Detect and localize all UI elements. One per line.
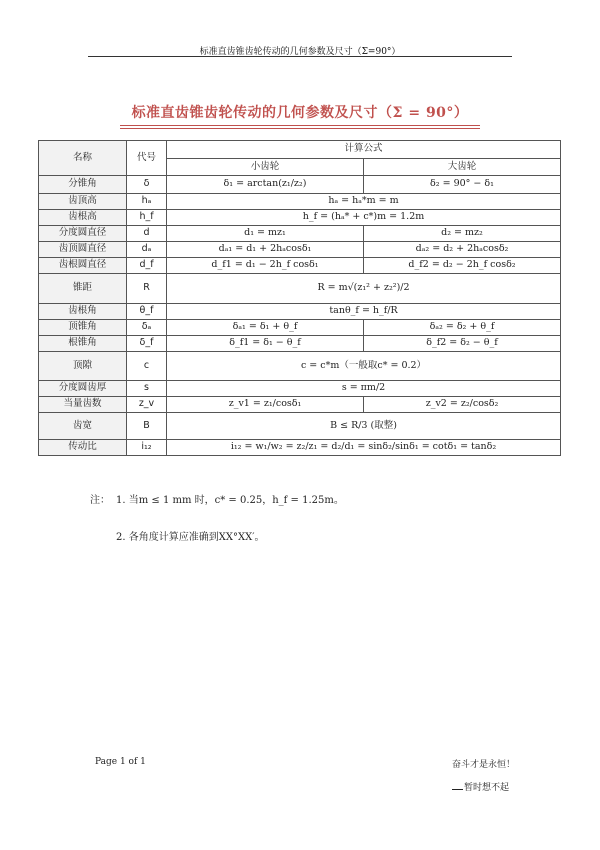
row-symbol: R: [127, 274, 167, 304]
row-formula-large: d₂ = mz₂: [364, 226, 561, 242]
row-symbol: δ: [127, 176, 167, 194]
table-row: [39, 176, 561, 194]
row-name: 当量齿数: [39, 397, 127, 413]
notes-prefix: 注：: [90, 495, 110, 506]
row-formula-large: δₐ₂ = δ₂ + θ_f: [364, 320, 561, 336]
title-rule-bottom: [120, 128, 480, 129]
row-symbol: θ_f: [127, 304, 167, 320]
row-symbol: dₐ: [127, 242, 167, 258]
row-formula-small: z_v1 = z₁/cosδ₁: [167, 397, 364, 413]
table-row: [39, 413, 561, 440]
header-large-gear: 大齿轮: [364, 159, 561, 176]
header-rule: [88, 56, 512, 57]
table-row: [39, 226, 561, 242]
row-formula: B ≤ R/3 (取整): [167, 413, 561, 440]
table-row: [39, 336, 561, 352]
row-name: 传动比: [39, 440, 127, 456]
row-name: 顶隙: [39, 352, 127, 381]
row-name: 齿顶圆直径: [39, 242, 127, 258]
row-name: 分度圆直径: [39, 226, 127, 242]
row-formula: hₐ = hₐ*m = m: [167, 194, 561, 210]
row-name: 齿根高: [39, 210, 127, 226]
table-row: [39, 304, 561, 320]
row-symbol: s: [127, 381, 167, 397]
row-formula-small: δₐ₁ = δ₁ + θ_f: [167, 320, 364, 336]
page-title: 标准直齿锥齿轮传动的几何参数及尺寸（Σ = 90°）: [131, 105, 469, 121]
footer-motto: 奋斗才是永恒！: [452, 760, 516, 770]
row-symbol: c: [127, 352, 167, 381]
row-formula-small: dₐ₁ = d₁ + 2hₐcosδ₁: [167, 242, 364, 258]
row-symbol: h_f: [127, 210, 167, 226]
table-row: [39, 397, 561, 413]
row-symbol: d_f: [127, 258, 167, 274]
row-symbol: d: [127, 226, 167, 242]
row-name: 分度圆齿厚: [39, 381, 127, 397]
quote-blank-line: [452, 789, 463, 790]
row-symbol: δₐ: [127, 320, 167, 336]
table-row: [39, 210, 561, 226]
note-1: 1. 当m ≤ 1 mm 时，c* = 0.25，h_f = 1.25m。: [116, 495, 344, 506]
row-name: 齿根圆直径: [39, 258, 127, 274]
row-formula-small: δ_f1 = δ₁ − θ_f: [167, 336, 364, 352]
page-number: Page 1 of 1: [95, 757, 146, 767]
table-row: [39, 194, 561, 210]
row-name: 齿宽: [39, 413, 127, 440]
title-rule-top: [120, 125, 480, 126]
row-formula-large: δ_f2 = δ₂ − θ_f: [364, 336, 561, 352]
header-name: 名称: [39, 141, 127, 176]
table-row: [39, 320, 561, 336]
row-name: 齿顶高: [39, 194, 127, 210]
row-formula-large: dₐ₂ = d₂ + 2hₐcosδ₂: [364, 242, 561, 258]
table-row: [39, 440, 561, 456]
table-row: [39, 352, 561, 381]
row-symbol: i₁₂: [127, 440, 167, 456]
table-row: [39, 274, 561, 304]
row-formula: i₁₂ = w₁/w₂ = z₂/z₁ = d₂/d₁ = sinδ₂/sinδ₁ = cotδ₁ = tanδ₂: [167, 440, 561, 456]
footer-quote-text: 暂时想不起: [464, 783, 510, 793]
header-formula: 计算公式: [167, 141, 561, 159]
row-name: 顶锥角: [39, 320, 127, 336]
parameters-table: [38, 140, 561, 456]
row-formula-large: δ₂ = 90° − δ₁: [364, 176, 561, 194]
header-small-gear: 小齿轮: [167, 159, 364, 176]
row-formula-large: z_v2 = z₂/cosδ₂: [364, 397, 561, 413]
row-name: 根锥角: [39, 336, 127, 352]
row-name: 分锥角: [39, 176, 127, 194]
footer-quote: [452, 780, 509, 793]
header-symbol: 代号: [127, 141, 167, 176]
row-name: 锥距: [39, 274, 127, 304]
row-formula-large: d_f2 = d₂ − 2h_f cosδ₂: [364, 258, 561, 274]
note-2: 2. 各角度计算应准确到XX°XX′。: [116, 532, 265, 543]
row-symbol: B: [127, 413, 167, 440]
row-symbol: z_v: [127, 397, 167, 413]
table-row: [39, 381, 561, 397]
row-formula: h_f = (hₐ* + c*)m = 1.2m: [167, 210, 561, 226]
row-formula: c = c*m（一般取c* = 0.2）: [167, 352, 561, 381]
row-formula: R = m√(z₁² + z₂²)/2: [167, 274, 561, 304]
row-formula: tanθ_f = h_f/R: [167, 304, 561, 320]
row-formula-small: d_f1 = d₁ − 2h_f cosδ₁: [167, 258, 364, 274]
table-row: [39, 258, 561, 274]
running-header: 标准直齿锥齿轮传动的几何参数及尺寸（Σ=90°）: [199, 47, 401, 57]
row-formula-small: δ₁ = arctan(z₁/z₂): [167, 176, 364, 194]
row-formula: s = πm/2: [167, 381, 561, 397]
row-formula-small: d₁ = mz₁: [167, 226, 364, 242]
row-symbol: δ_f: [127, 336, 167, 352]
row-symbol: hₐ: [127, 194, 167, 210]
table-row: [39, 242, 561, 258]
row-name: 齿根角: [39, 304, 127, 320]
